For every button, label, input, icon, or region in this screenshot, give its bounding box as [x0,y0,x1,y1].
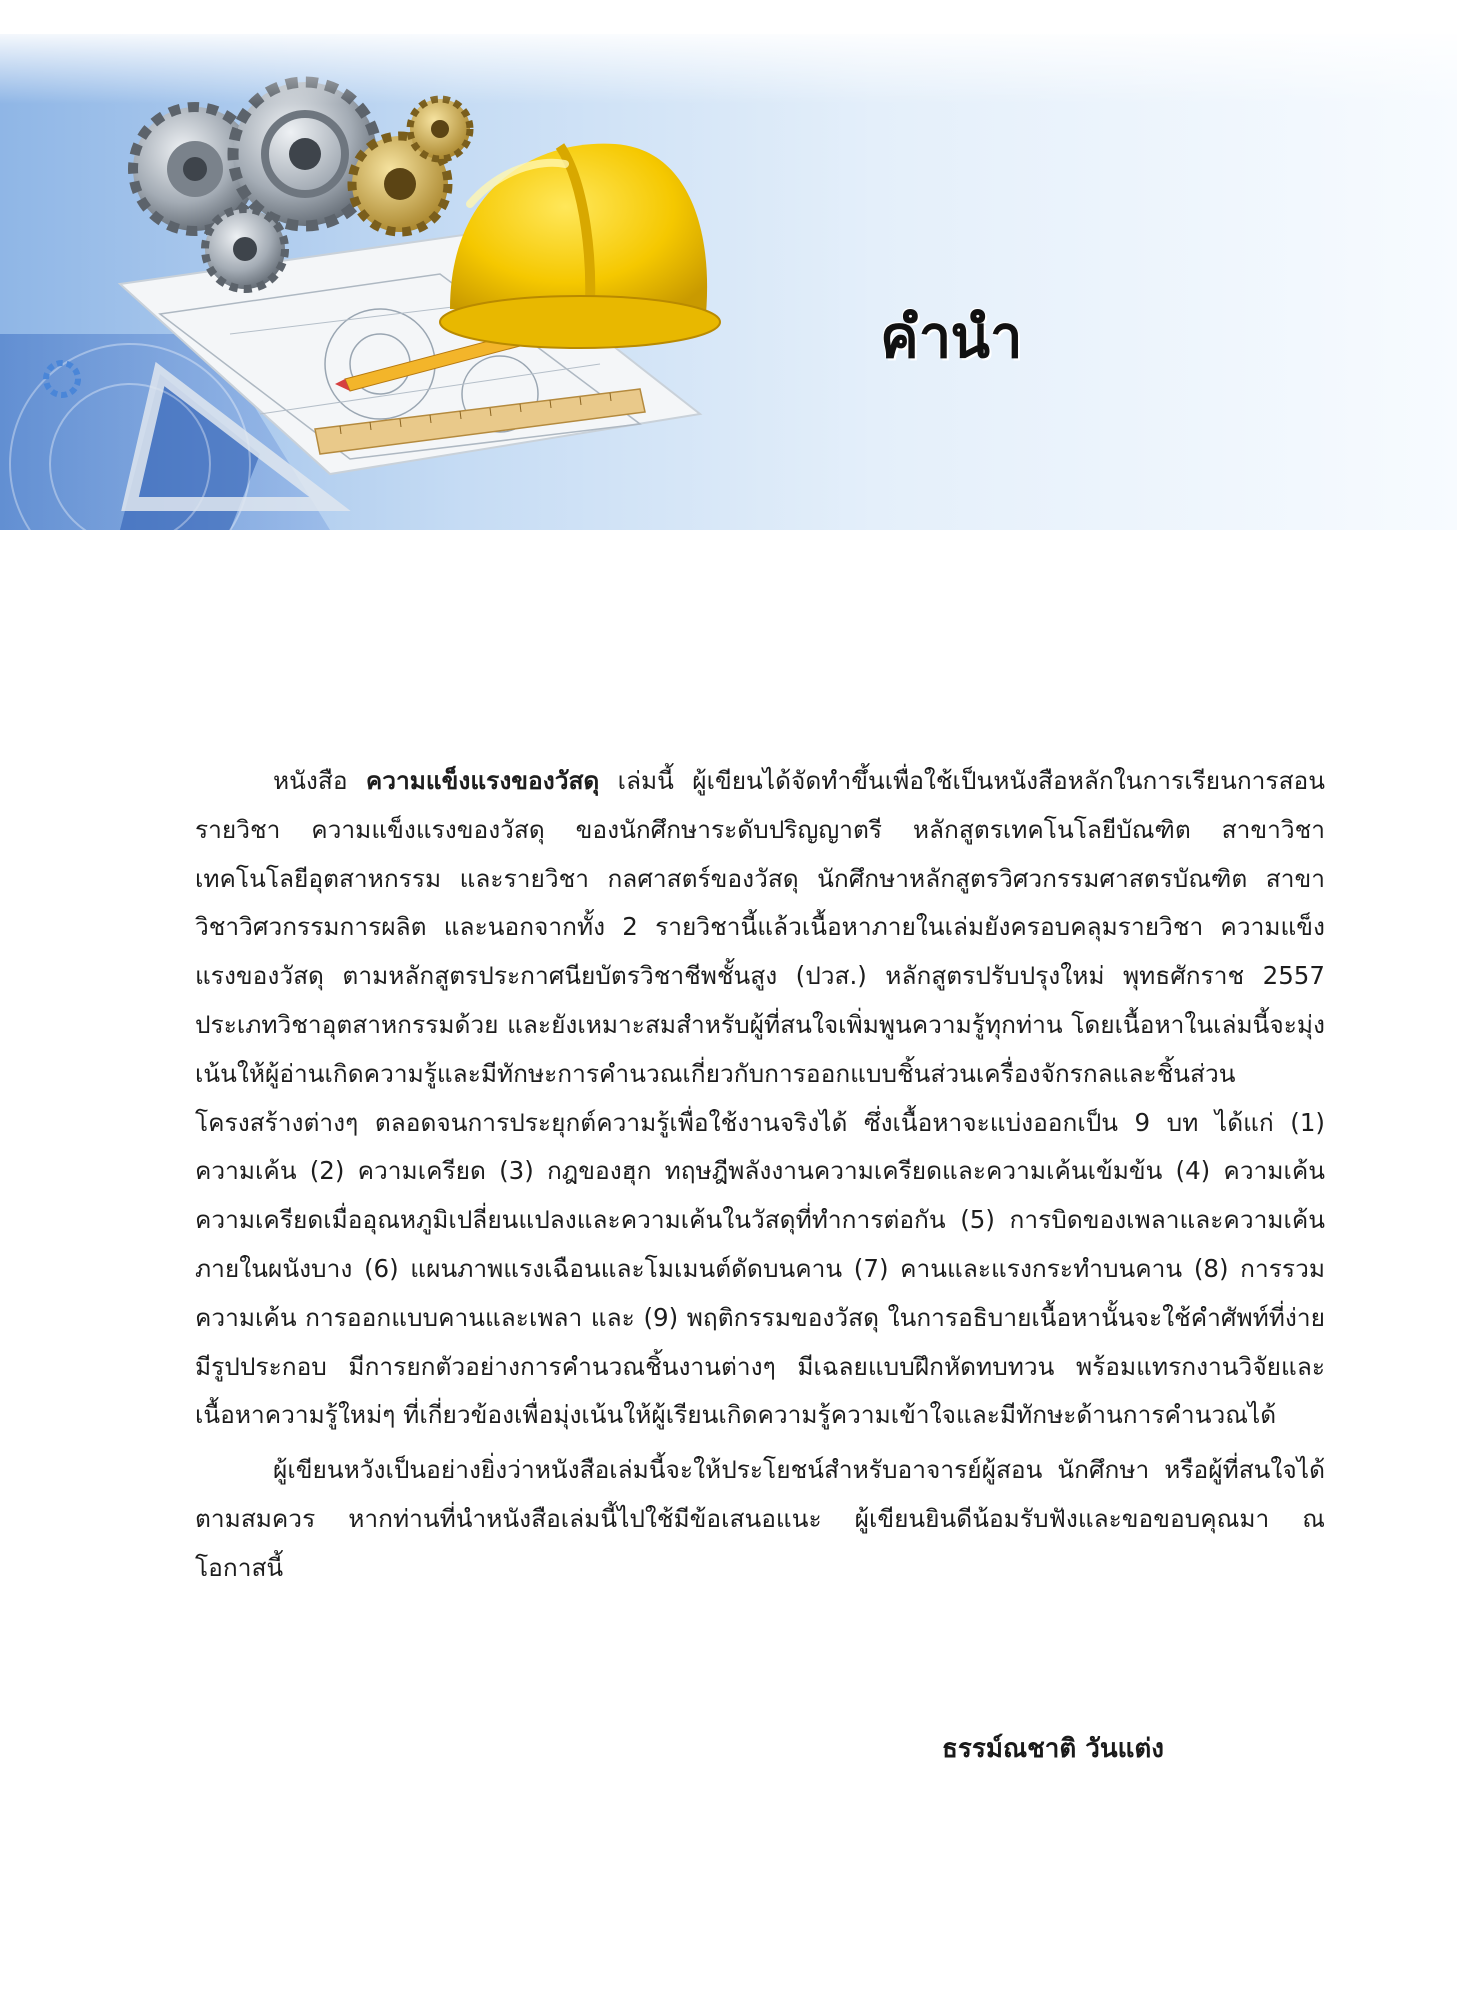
book-title: ความแข็งแรงของวัสดุ [365,766,600,795]
author-signature: ธรรม์ณชาติ วันแต่ง [942,1734,1164,1764]
page-title: คำนำ [880,303,1022,371]
paragraph-1-lead: หนังสือ [273,766,366,795]
preface-body [195,757,1325,1593]
banner-fade [0,34,1457,104]
header-banner [0,34,1457,530]
paragraph-1 [195,757,1325,1440]
paragraph-2: ผู้เขียนหวังเป็นอย่างยิ่งว่าหนังสือเล่มนี้จะให้ประโยชน์สำหรับอาจารย์ผู้สอน นักศึกษา หรือผู้ที่สนใจได้ตามสมควร หากท่านที่นำหนังสือเล่มนี้ไปใช้มีข้อเสนอแนะ ผู้เขียนยินดีน้อมรับฟังและขอขอบคุณมา ณ โอกาสนี้ [195,1455,1325,1582]
paragraph-1-text: เล่มนี้ ผู้เขียนได้จัดทำขึ้นเพื่อใช้เป็นหนังสือหลักในการเรียนการสอนรายวิชา ความแข็งแรงของวัสดุ ของนักศึกษาระดับปริญญาตรี หลักสูตรเทคโนโลยีบัณฑิต สาขาวิชาเทคโนโลยีอุตสาหกรรม และรายวิชา กลศาสตร์ของวัสดุ นักศึกษาหลักสูตรวิศวกรรมศาสตรบัณฑิต สาขาวิชาวิศวกรรมการผลิต และนอกจากทั้ง 2 รายวิชานี้แล้วเนื้อหาภายในเล่มยังครอบคลุมรายวิชา ความแข็งแรงของวัสดุ ตามหลักสูตรประกาศนียบัตรวิชาชีพชั้นสูง (ปวส.) หลักสูตรปรับปรุงใหม่ พุทธศักราช 2557 ประเภทวิชาอุตสาหกรรมด้วย และยังเหมาะสมสำหรับผู้ที่สนใจเพิ่มพูนความรู้ทุกท่าน โดยเนื้อหาในเล่มนี้จะมุ่งเน้นให้ผู้อ่านเกิดความรู้และมีทักษะการคำนวณเกี่ยวกับการออกแบบชิ้นส่วนเครื่องจักรกลและชิ้นส่วนโครงสร้างต่างๆ ตลอดจนการประยุกต์ความรู้เพื่อใช้งานจริงได้ ซึ่งเนื้อหาจะแบ่งออกเป็น 9 บท ได้แก่ (1) ความเค้น (2) ความเครียด (3) กฎของฮุก ทฤษฎีพลังงานความเครียดและความเค้นเข้มข้น (4) ความเค้นความเครียดเมื่ออุณหภูมิเปลี่ยนแปลงและความเค้นในวัสดุที่ทำการต่อกัน (5) การบิดของเพลาและความเค้นภายในผนังบาง (6) แผนภาพแรงเฉือนและโมเมนต์ดัดบนคาน (7) คานและแรงกระทำบนคาน (8) การรวมความเค้น การออกแบบคานและเพลา และ (9) พฤติกรรมของวัสดุ ในการอธิบายเนื้อหานั้นจะใช้คำศัพท์ที่ง่าย มีรูปประกอบ มีการยกตัวอย่างการคำนวณชิ้นงานต่างๆ มีเฉลยแบบฝึกหัดทบทวน พร้อมแทรกงานวิจัยและเนื้อหาความรู้ใหม่ๆ ที่เกี่ยวข้องเพื่อมุ่งเน้นให้ผู้เรียนเกิดความรู้ความเข้าใจและมีทักษะด้านการคำนวณได้ [195,766,1325,1430]
engineering-illustration [0,34,1457,530]
hard-hat-icon [440,144,720,348]
